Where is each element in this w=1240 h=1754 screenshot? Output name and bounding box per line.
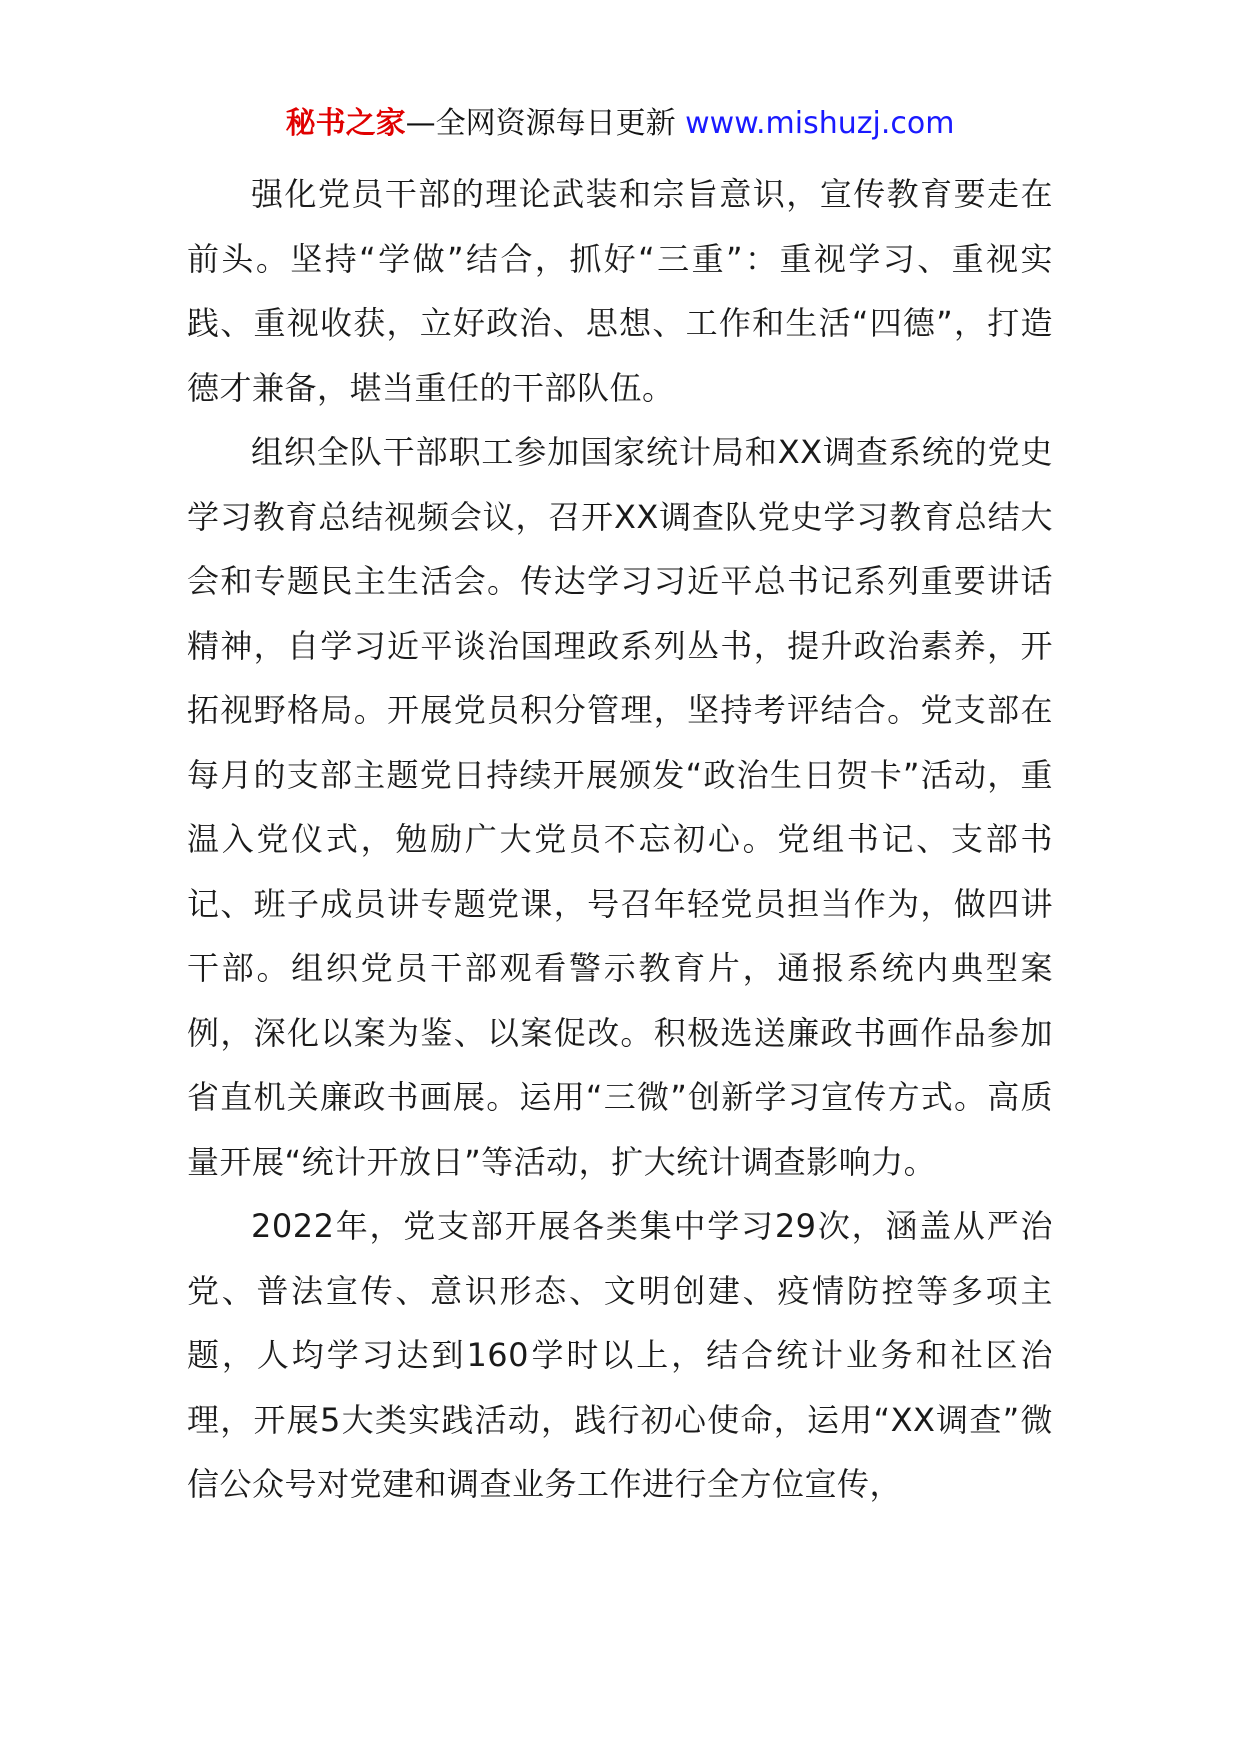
brand-name: 秘书之家 [285, 106, 406, 141]
page-header [0, 104, 1240, 144]
website-link[interactable]: www.mishuzj.com [685, 106, 955, 141]
paragraph-theory-armament: 强化党员干部的理论武装和宗旨意识，宣传教育要走在前头。坚持“学做”结合，抓好“三重”：重视学习、重视实践、重视收获，立好政治、思想、工作和生活“四德”，打造德才兼备，堪当重任的干部队伍。 [187, 175, 1053, 407]
paragraph-party-history-study: 组织全队干部职工参加国家统计局和XX调查系统的党史学习教育总结视频会议，召开XX调查队党史学习教育总结大会和专题民主生活会。传达学习习近平总书记系列重要讲话精神，自学习近平谈治国理政系列丛书，提升政治素养，开拓视野格局。开展党员积分管理，坚持考评结合。党支部在每月的支部主题党日持续开展颁发“政治生日贺卡”活动，重温入党仪式，勉励广大党员不忘初心。党组书记、支部书记、班子成员讲专题党课，号召年轻党员担当作为，做四讲干部。组织党员干部观看警示教育片，通报系统内典型案例，深化以案为鉴、以案促改。积极选送廉政书画作品参加省直机关廉政书画展。运用“三微”创新学习宣传方式。高质量开展“统计开放日”等活动，扩大统计调查影响力。 [187, 433, 1053, 1181]
document-body [187, 162, 1053, 1517]
paragraph-2022-summary: 2022年，党支部开展各类集中学习29次，涵盖从严治党、普法宣传、意识形态、文明创建、疫情防控等多项主题，人均学习达到160学时以上，结合统计业务和社区治理，开展5大类实践活动，践行初心使命，运用“XX调查”微信公众号对党建和调查业务工作进行全方位宣传， [187, 1207, 1053, 1503]
header-tagline: —全网资源每日更新 [405, 106, 676, 141]
